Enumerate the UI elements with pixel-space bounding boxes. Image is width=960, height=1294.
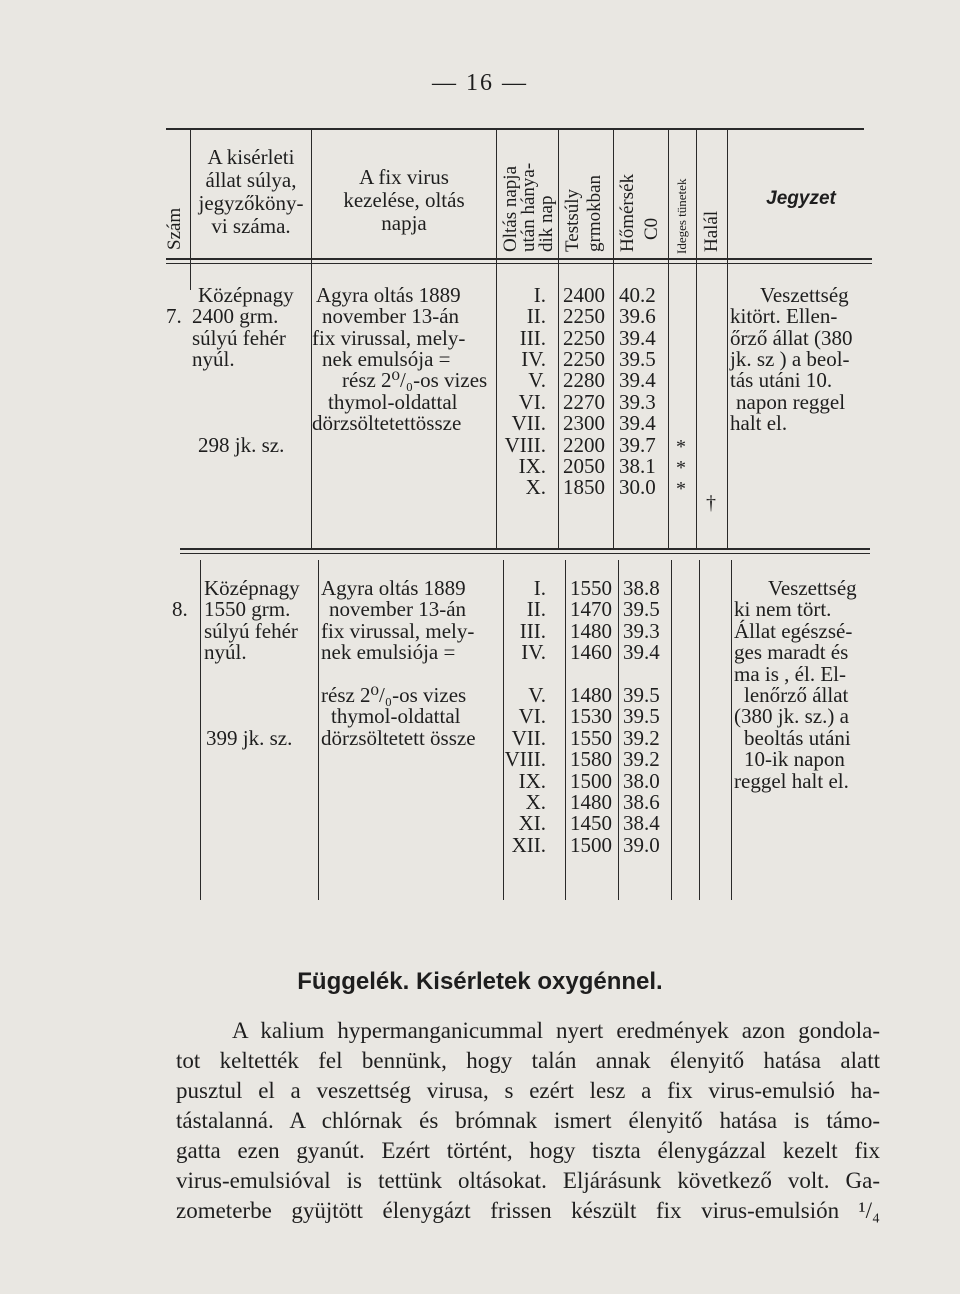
header-animal: A kisérleti állat súlya, jegyzőköny- vi száma. bbox=[198, 145, 304, 238]
header-death: Halál bbox=[701, 210, 722, 252]
animal-line: súlyú fehér bbox=[204, 619, 298, 643]
column-rule bbox=[613, 130, 614, 550]
treatment-line: dörzsöltetett össze bbox=[321, 726, 476, 750]
table-top-rule bbox=[166, 128, 864, 130]
treatment-line: fix virussal, mely- bbox=[321, 619, 475, 643]
page-number: — 16 — bbox=[432, 70, 528, 96]
animal-line: 1550 grm. bbox=[204, 597, 291, 621]
experiment-number: 7. bbox=[166, 304, 182, 328]
paragraph-line: tot keltették fel bennünk, hogy talán annak élenyitő hatása alatt bbox=[176, 1048, 880, 1073]
header-bottom-rule bbox=[166, 258, 872, 260]
column-rule bbox=[696, 130, 697, 550]
section-separator-rule bbox=[180, 548, 870, 550]
appendix-paragraph bbox=[176, 1016, 880, 1226]
column-rule bbox=[565, 560, 566, 900]
treatment-line: november 13-án bbox=[322, 304, 460, 328]
treatment-line: thymol-oldattal bbox=[328, 390, 458, 414]
header-note: Jegyzet bbox=[766, 188, 836, 209]
treatment-line: Agyra oltás 1889 bbox=[316, 283, 461, 307]
animal-line: nyúl. bbox=[192, 347, 235, 371]
column-rule bbox=[200, 560, 201, 900]
column-rule bbox=[496, 130, 497, 550]
paragraph-line: tástalanná. A chlórnak és brómnak ismert élenyitő hatása is támo- bbox=[176, 1108, 880, 1133]
paragraph-line: zometerbe gyüjtött élenygázt frissen készült fix virus-emulsión ¹/₄ bbox=[176, 1198, 880, 1223]
column-rule bbox=[318, 560, 319, 900]
section-separator-rule-2 bbox=[180, 553, 870, 554]
paragraph-line: pusztul el a veszettség virusa, s ezért lesz a fix virus-emulsió ha- bbox=[176, 1078, 880, 1103]
column-rule bbox=[699, 560, 700, 900]
animal-line: nyúl. bbox=[204, 640, 247, 664]
asterisk-mark: * bbox=[676, 457, 686, 479]
treatment-line: Agyra oltás 1889 bbox=[321, 576, 466, 600]
animal-line: 298 jk. sz. bbox=[198, 433, 285, 457]
header-szam: Szám bbox=[164, 207, 185, 250]
treatment-line: thymol-oldattal bbox=[331, 704, 461, 728]
animal-line: 2400 grm. bbox=[192, 304, 279, 328]
appendix-heading: Függelék. Kisérletek oxygénnel. bbox=[297, 968, 663, 995]
header-nervous-symptoms: Ideges tünetek bbox=[674, 178, 689, 254]
treatment-line: rész 2⁰/₀-os vizes bbox=[321, 683, 467, 707]
treatment-line: dörzsöltetettössze bbox=[312, 411, 462, 435]
treatment-line: nek emulsója = bbox=[322, 347, 451, 371]
death-dagger-mark: † bbox=[706, 492, 716, 514]
animal-line: súlyú fehér bbox=[192, 326, 286, 350]
experiment-number: 8. bbox=[172, 597, 188, 621]
asterisk-mark: * bbox=[676, 436, 686, 458]
paragraph-line: gatta ezen gyanút. Ezért történt, hogy tiszta élenygázzal kezelt fix bbox=[176, 1138, 880, 1163]
animal-line: 399 jk. sz. bbox=[206, 726, 293, 750]
column-rule bbox=[618, 560, 619, 900]
header-treatment: A fix virus kezelése, oltás napja bbox=[343, 165, 465, 235]
paragraph-line: A kalium hypermanganicummal nyert eredmények azon gondola- bbox=[232, 1018, 880, 1043]
animal-line: Középnagy bbox=[198, 283, 294, 307]
column-rule bbox=[558, 130, 559, 550]
paragraph-line: virus-emulsióval is tettünk oltásokat. Eljárásunk következő volt. Ga- bbox=[176, 1168, 880, 1193]
treatment-line: november 13-án bbox=[329, 597, 467, 621]
animal-line: Középnagy bbox=[204, 576, 300, 600]
treatment-line: fix virussal, mely- bbox=[312, 326, 466, 350]
column-rule bbox=[668, 130, 669, 550]
header-bottom-rule-2 bbox=[166, 263, 872, 264]
asterisk-mark: * bbox=[676, 478, 686, 500]
scanned-page: — 16 — Szám A kisérleti állat súlya, jegyzőköny- vi száma. A fix virus kezelése, oltás napja Oltás napja után hánya- dik nap Testsúly grmokban Hőmérsék C0 Ideges tünetek Halál Jegyzet 7. Középnagy 2400 grm. súlyú fehér nyúl. 298 jk. sz. Agyra oltás 1889 november 13-án fix virussal, mely- nek emulsója = rész 2⁰/₀-os vizes thymol-oldattal dörzsöltetettössze I. II. III. IV. V. VI. VII. VIII. IX. X. 2400 2250 2250 2250 2280 2270 2300 2200 2050 1850 40.2 39.6 39.4 39.5 39.4 39.3 39.4 39.7 38.1 30.0 * * * † Veszettség kitört. Ellen- őrző állat (380 jk. sz ) a beol- tás utáni 10. napon reggel halt el. 8. Középnagy 1550 grm. súlyú fehér nyúl. 399 jk. sz. Agyra oltás 1889 november 13-án fix virussal, mely- nek emulsiója = rész 2⁰/₀-os vizes thymol-oldattal dörzsöltetett össze I. II. III. IV. V. VI. VII. VIII. IX. X. XI. XII. 1550 1470 1480 1460 1480 1530 1550 1580 1500 1480 1450 1500 38.8 39.5 39.3 39.4 39.5 39.5 39.2 39.2 38.0 38.6 38.4 39.0 Veszettség ki nem tört. Állat egészsé- ges maradt és ma is , él. El- lenőrző állat (380 jk. sz.) a beoltás utáni 10-ik napon reggel halt el. Függelék. Kisérletek oxygénnel. A kalium hypermanganicummal nyert eredmények azon gondola- tot keltették fel bennünk, hogy talán annak élenyitő hatása alatt pusztul el a veszettség virusa, s ezért lesz a fix virus-emulsió ha- tástalanná. A chlórnak és brómnak ismert élenyitő hatása is támo- gatta ezen gyanút. Ezért történt, hogy tiszta élenygázzal kezelt fix virus-emulsióval is tettünk oltásokat. Eljárásunk következő volt. Ga- zometerbe gyüjtött élenygázt frissen készült fix virus-emulsión ¹/₄ bbox=[0, 0, 960, 1294]
treatment-line: nek emulsiója = bbox=[321, 640, 456, 664]
column-rule bbox=[671, 560, 672, 900]
column-rule bbox=[731, 560, 732, 900]
treatment-line: rész 2⁰/₀-os vizes bbox=[342, 368, 488, 392]
